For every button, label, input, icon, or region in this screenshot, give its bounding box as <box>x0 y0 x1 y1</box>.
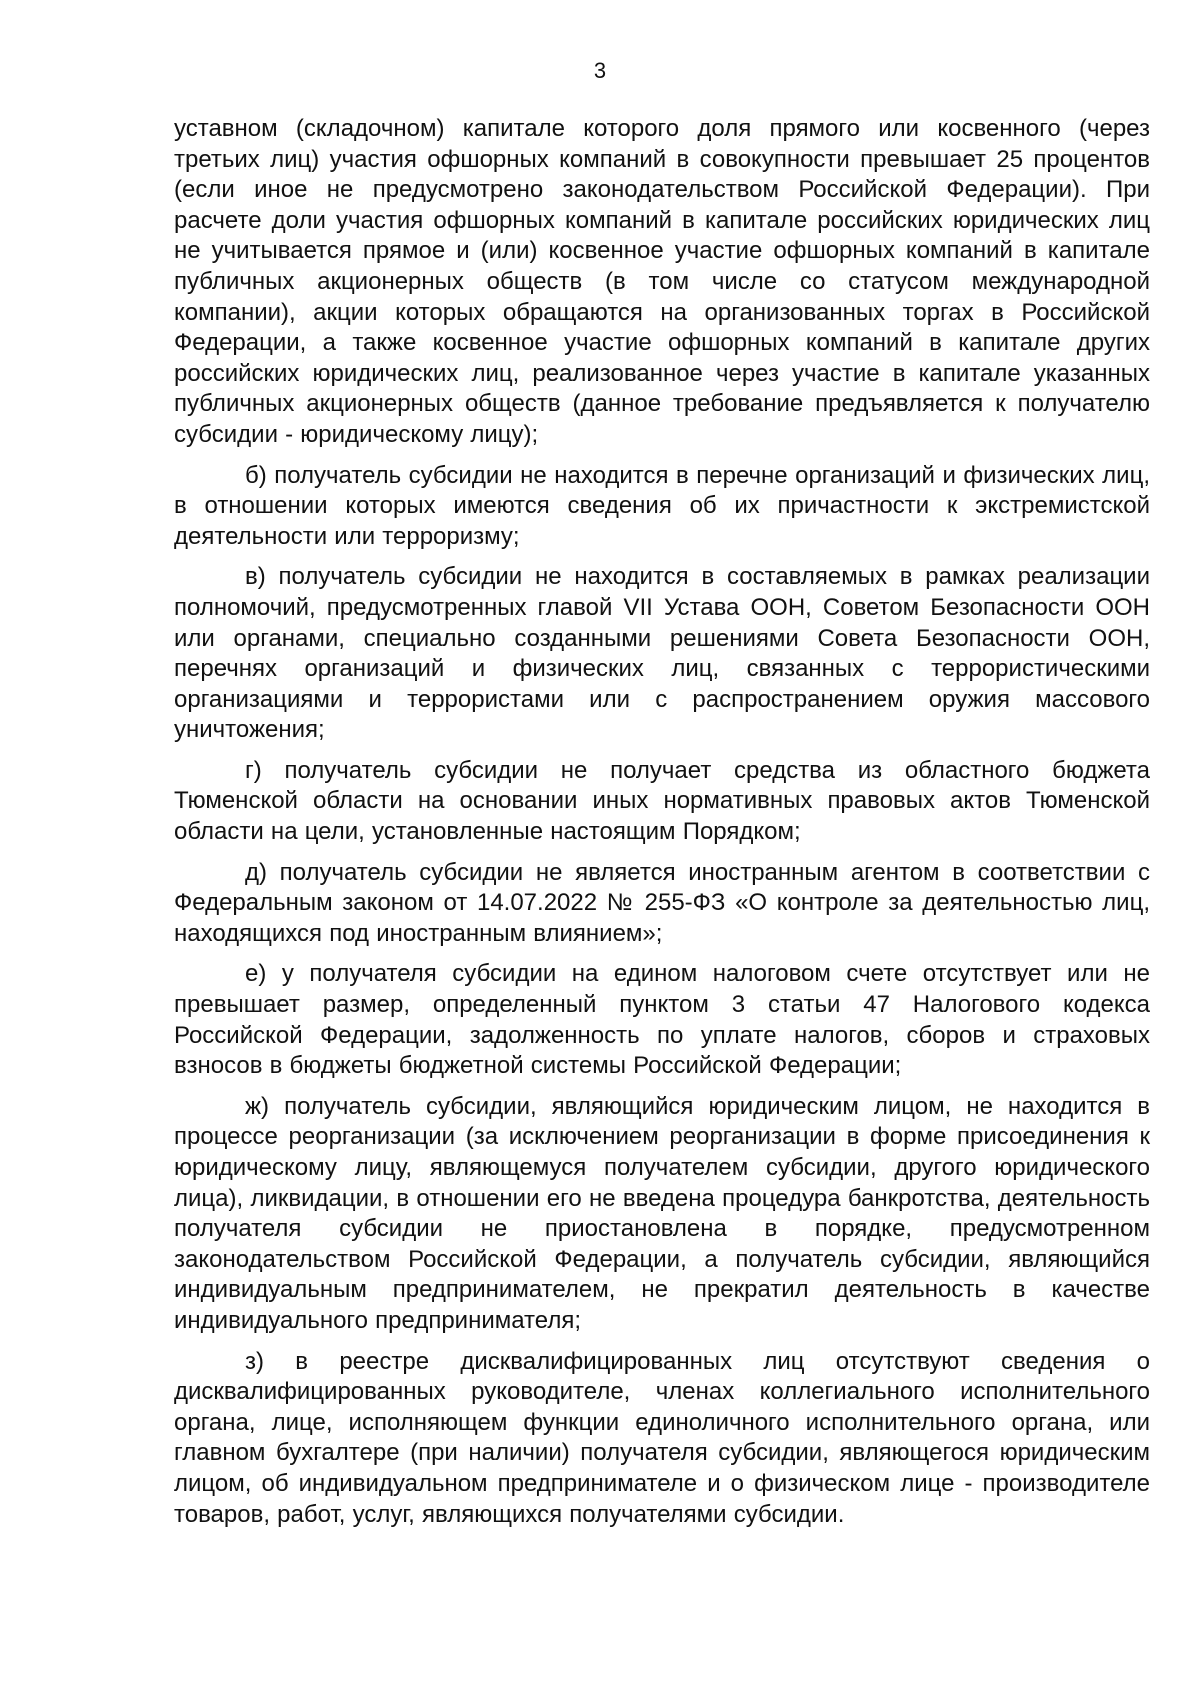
paragraph-item-v: в) получатель субсидии не находится в составляемых в рамках реализации полномочий, предусмотренных главой VII Устава ООН, Советом Безопасности ООН или органами, специально созданными решениями Совета Безопасности ООН, перечнях организаций и физических лиц, связанных с террористическими организациями и террористами или с распространением оружия массового уничтожения; <box>174 563 1150 744</box>
paragraph-item-b: б) получатель субсидии не находится в перечне организаций и физических лиц, в отношении которых имеются сведения об их причастности к экстремистской деятельности или терроризму; <box>174 461 1150 550</box>
page-number: 3 <box>593 58 607 83</box>
paragraph-item-g: г) получатель субсидии не получает средства из областного бюджета Тюменской области на основании иных нормативных правовых актов Тюменской области на цели, установленные настоящим Порядком; <box>174 756 1150 846</box>
paragraph-item-e: е) у получателя субсидии на едином налоговом счете отсутствует или не превышает размер, определенный пунктом 3 статьи 47 Налогового кодекса Российской Федерации, задолженность по уплате налогов, сборов и страховых взносов в бюджеты бюджетной системы Российской Федерации; <box>174 960 1150 1080</box>
paragraph-item-d: д) получатель субсидии не является иностранным агентом в соответствии с Федеральным законом от 14.07.2022 № 255-ФЗ «О контроле за деятельностью лиц, находящихся под иностранным влиянием»; <box>174 858 1150 947</box>
paragraph-item-z: з) в реестре дисквалифицированных лиц отсутствуют сведения о дисквалифицированных руководителе, членах коллегиального исполнительного органа, лице, исполняющем функции единоличного исполнительного органа, или главном бухгалтере (при наличии) получателя субсидии, являющегося юридическим лицом, об индивидуальном предпринимателе и о физическом лице - производителе товаров, работ, услуг, являющихся получателями субсидии. <box>174 1347 1150 1528</box>
document-body <box>174 114 1150 1540</box>
paragraph-continuation: уставном (складочном) капитале которого доля прямого или косвенного (через третьих лиц) участия офшорных компаний в совокупности превышает 25 процентов (если иное не предусмотрено законодательством Российской Федерации). При расчете доли участия офшорных компаний в капитале российских юридических лиц не учитывается прямое и (или) косвенное участие офшорных компаний в капитале публичных акционерных обществ (в том числе со статусом международной компании), акции которых обращаются на организованных торгах в Российской Федерации, а также косвенное участие офшорных компаний в капитале других российских юридических лиц, реализованное через участие в капитале указанных публичных акционерных обществ (данное требование предъявляется к получателю субсидии - юридическому лицу); <box>174 115 1150 448</box>
paragraph-item-zh: ж) получатель субсидии, являющийся юридическим лицом, не находится в процессе реорганизации (за исключением реорганизации в форме присоединения к юридическому лицу, являющемуся получателем субсидии, другого юридического лица), ликвидации, в отношении его не введена процедура банкротства, деятельность получателя субсидии не приостановлена в порядке, предусмотренном законодательством Российской Федерации, а получатель субсидии, являющийся индивидуальным предпринимателем, не прекратил деятельность в качестве индивидуального предпринимателя; <box>174 1092 1150 1334</box>
